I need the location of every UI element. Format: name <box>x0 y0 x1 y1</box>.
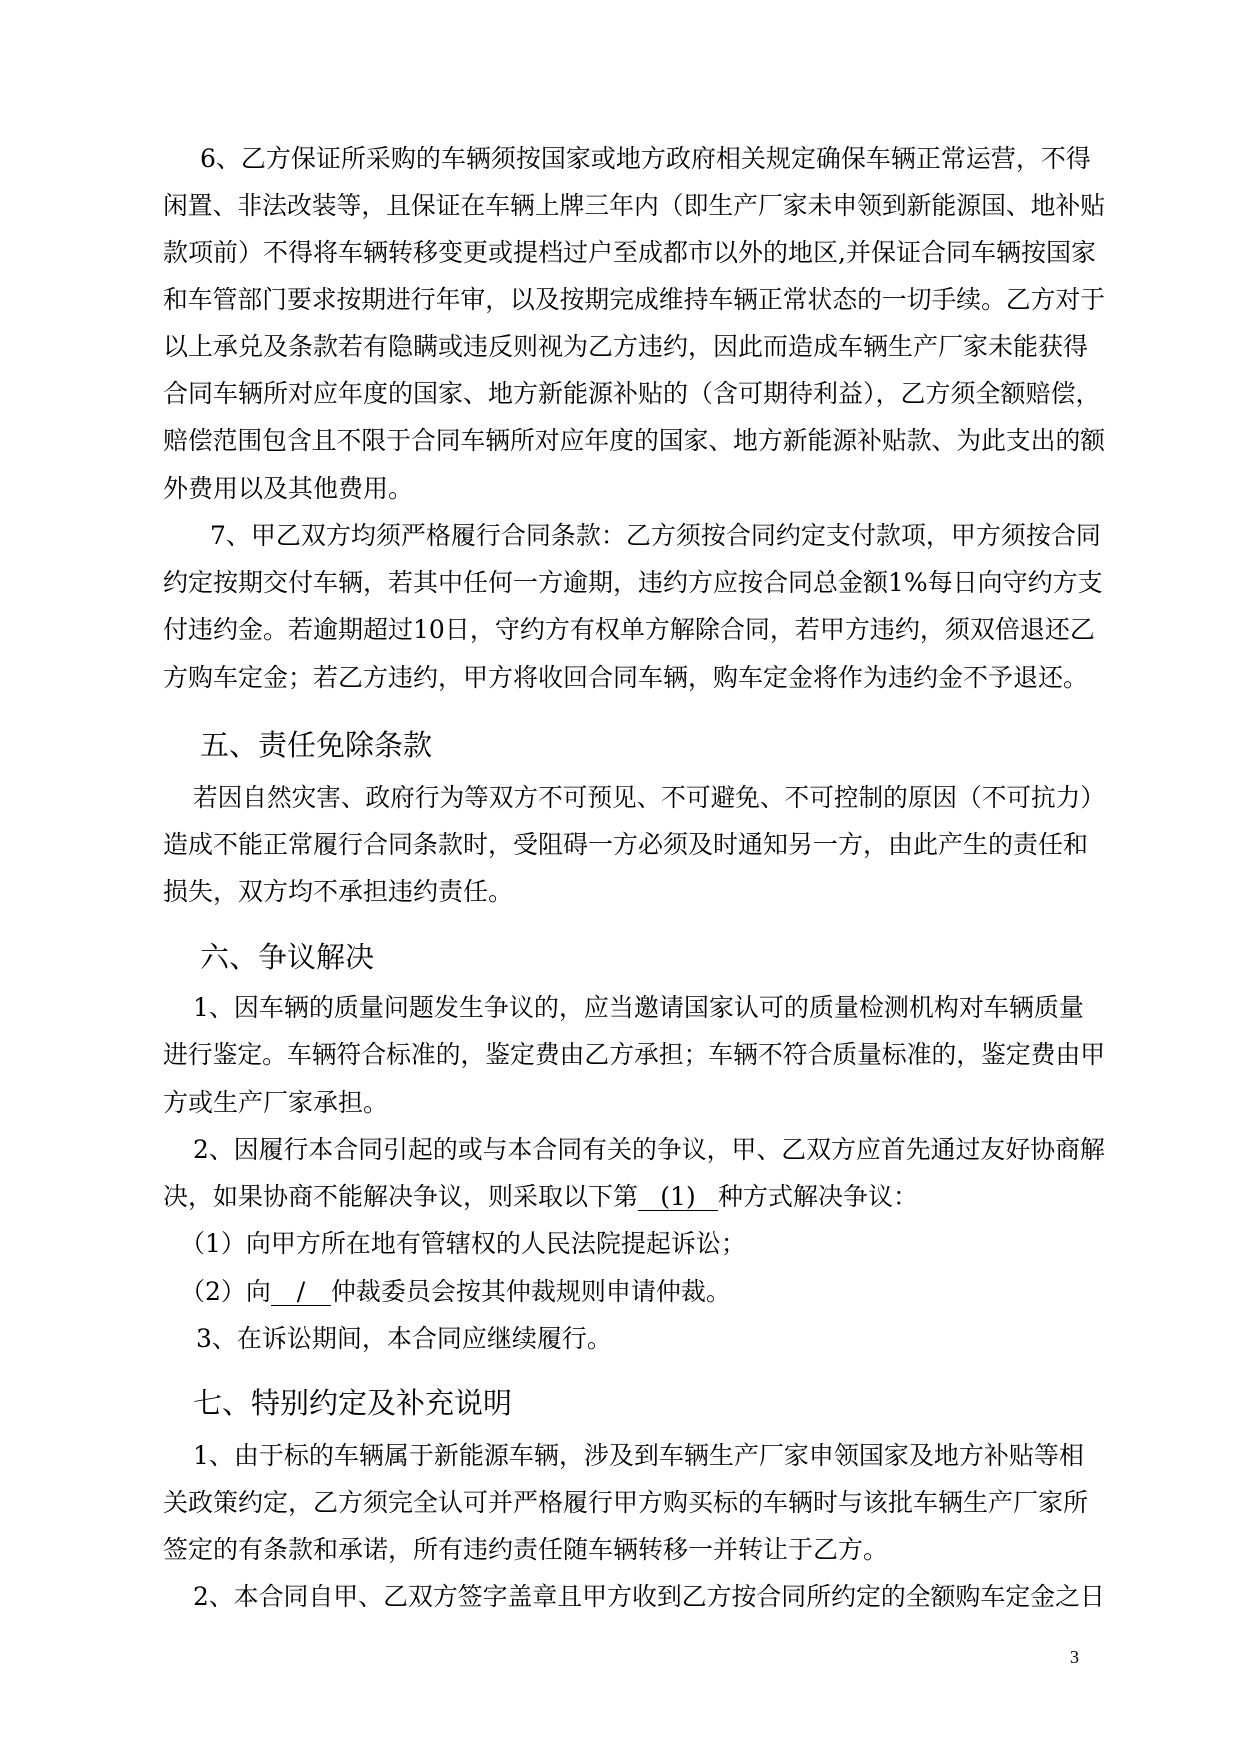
clause6-line: 以上承兑及条款若有隐瞒或违反则视为乙方违约，因此而造成车辆生产厂家未能获得 <box>163 332 1089 361</box>
section6-line: 1、因车辆的质量问题发生争议的，应当邀请国家认可的质量检测机构对车辆质量 <box>193 993 1084 1022</box>
section5-heading: 五、责任免除条款 <box>200 728 433 762</box>
section7-line: 1、由于标的车辆属于新能源车辆，涉及到车辆生产厂家申领国家及地方补贴等相 <box>193 1441 1084 1470</box>
section6-line: 2、因履行本合同引起的或与本合同有关的争议，甲、乙双方应首先通过友好协商解 <box>193 1135 1105 1164</box>
arbitration-blank: / <box>271 1279 331 1306</box>
section7-heading: 七、特别约定及补充说明 <box>193 1386 513 1420</box>
choice-prefix: 决，如果协商不能解决争议，则采取以下第 <box>163 1182 639 1211</box>
section6-line: 方或生产厂家承担。 <box>163 1088 389 1117</box>
section6-heading: 六、争议解决 <box>200 940 375 974</box>
option2-prefix: （2）向 <box>180 1277 271 1306</box>
dispute-option-2 <box>180 1277 731 1307</box>
section5-line: 造成不能正常履行合同条款时，受阻碍一方必须及时通知另一方，由此产生的责任和 <box>163 830 1089 859</box>
clause6-line: 外费用以及其他费用。 <box>163 474 414 503</box>
clause7-line: 付违约金。若逾期超过10日，守约方有权单方解除合同，若甲方违约，须双倍退还乙 <box>163 615 1095 644</box>
choice-suffix: 种方式解决争议： <box>718 1182 919 1211</box>
clause6-line: 合同车辆所对应年度的国家、地方新能源补贴的（含可期待利益），乙方须全额赔偿， <box>163 379 1101 408</box>
section6-line: 进行鉴定。车辆符合标准的，鉴定费由乙方承担；车辆不符合质量标准的，鉴定费由甲 <box>163 1040 1106 1069</box>
section7-line: 2、本合同自甲、乙双方签字盖章且甲方收到乙方按合同所约定的全额购车定金之日 <box>193 1582 1105 1611</box>
clause6-line: 闲置、非法改装等，且保证在车辆上牌三年内（即生产厂家未申领到新能源国、地补贴 <box>163 191 1106 220</box>
section5-line: 损失，双方均不承担违约责任。 <box>163 877 514 906</box>
clause6-line: 赔偿范围包含且不限于合同车辆所对应年度的国家、地方新能源补贴款、为此支出的额 <box>163 426 1106 455</box>
page-number: 3 <box>1070 1647 1079 1667</box>
clause6-line: 款项前）不得将车辆转移变更或提档过户至成都市以外的地区,并保证合同车辆按国家 <box>163 238 1096 267</box>
section6-choice-line <box>163 1182 918 1212</box>
clause7-line: 方购车定金；若乙方违约，甲方将收回合同车辆，购车定金将作为违约金不予退还。 <box>163 663 1089 692</box>
section5-line: 若因自然灾害、政府行为等双方不可预见、不可避免、不可控制的原因（不可抗力） <box>193 783 1105 812</box>
clause6-line: 6、乙方保证所采购的车辆须按国家或地方政府相关规定确保车辆正常运营，不得 <box>200 144 1091 173</box>
clause7-line: 约定按期交付车辆，若其中任何一方逾期，违约方应按合同总金额1%每日向守约方支 <box>163 568 1103 597</box>
dispute-method-choice: (1) <box>638 1184 718 1211</box>
section7-line: 签定的有条款和承诺，所有违约责任随车辆转移一并转让于乙方。 <box>163 1535 889 1564</box>
clause7-line: 7、甲乙双方均须严格履行合同条款：乙方须按合同约定支付款项，甲方须按合同 <box>210 521 1101 550</box>
section7-line: 关政策约定，乙方须完全认可并严格履行甲方购买标的车辆时与该批车辆生产厂家所 <box>163 1488 1089 1517</box>
section6-line: 3、在诉讼期间，本合同应继续履行。 <box>196 1324 612 1353</box>
dispute-option-1: （1）向甲方所在地有管辖权的人民法院提起诉讼； <box>180 1229 746 1258</box>
option2-suffix: 仲裁委员会按其仲裁规则申请仲裁。 <box>330 1277 731 1306</box>
clause6-line: 和车管部门要求按期进行年审，以及按期完成维持车辆正常状态的一切手续。乙方对于 <box>163 285 1106 314</box>
